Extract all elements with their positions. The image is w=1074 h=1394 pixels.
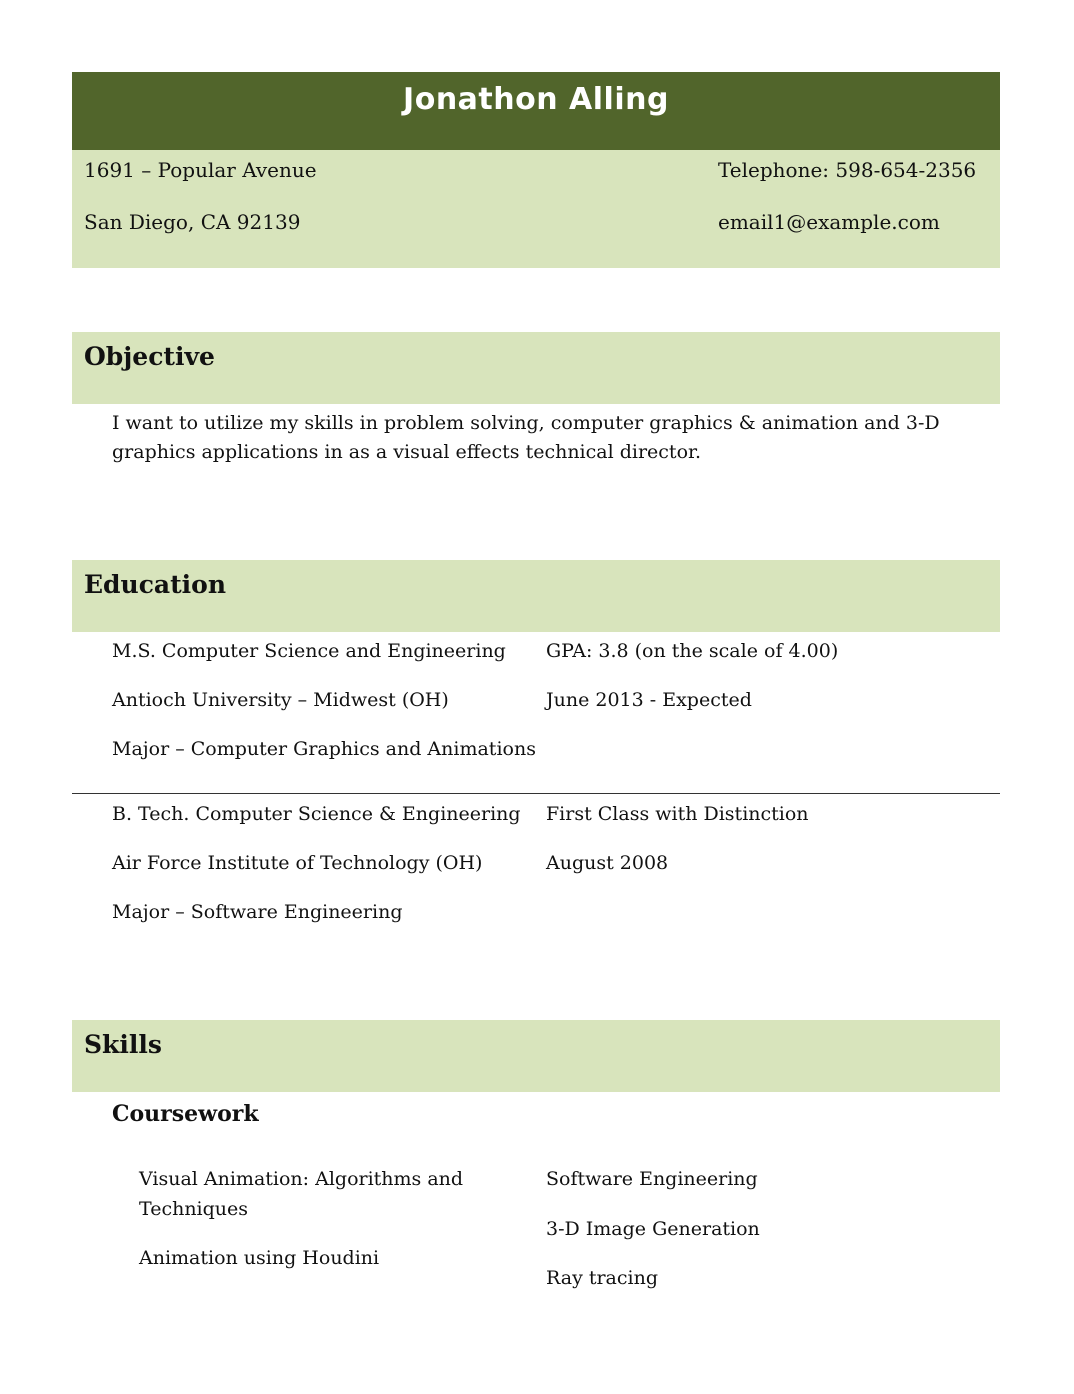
course-item: Animation using Houdini [139,1247,380,1269]
resume-name: Jonathon Alling [403,82,669,117]
skills-heading-bar [72,1020,1000,1092]
course-item: Visual Animation: Algorithms and [139,1168,464,1190]
edu-1-degree: M.S. Computer Science and Engineering [112,640,506,662]
course-item: 3-D Image Generation [546,1218,760,1240]
edu-1-major: Major – Computer Graphics and Animations [112,738,536,760]
address-line-1: 1691 – Popular Avenue [84,158,317,182]
edu-1-gpa: GPA: 3.8 (on the scale of 4.00) [546,640,839,662]
objective-heading: Objective [84,342,215,371]
edu-2-date: August 2008 [546,852,669,874]
edu-2-major: Major – Software Engineering [112,901,403,923]
name-banner [72,72,1000,150]
address-line-2: San Diego, CA 92139 [84,210,301,234]
email: email1@example.com [718,210,940,234]
edu-1-date: June 2013 - Expected [546,689,752,711]
contact-block [72,150,1000,268]
course-item: Software Engineering [546,1168,758,1190]
course-item: Techniques [139,1198,249,1220]
edu-2-honors: First Class with Distinction [546,803,809,825]
edu-2-school: Air Force Institute of Technology (OH) [112,852,483,874]
coursework-heading: Coursework [112,1101,259,1127]
education-heading-bar [72,560,1000,632]
education-heading: Education [84,570,227,599]
skills-heading: Skills [84,1030,162,1059]
edu-1-school: Antioch University – Midwest (OH) [112,689,449,711]
course-item: Ray tracing [546,1267,659,1289]
objective-heading-bar [72,332,1000,404]
objective-text-line-2: graphics applications in as a visual effects technical director. [112,441,702,463]
edu-2-degree: B. Tech. Computer Science & Engineering [112,803,521,825]
objective-text-line-1: I want to utilize my skills in problem solving, computer graphics & animation and 3-D [112,412,940,434]
education-divider [72,793,1000,794]
telephone: Telephone: 598-654-2356 [718,158,977,182]
